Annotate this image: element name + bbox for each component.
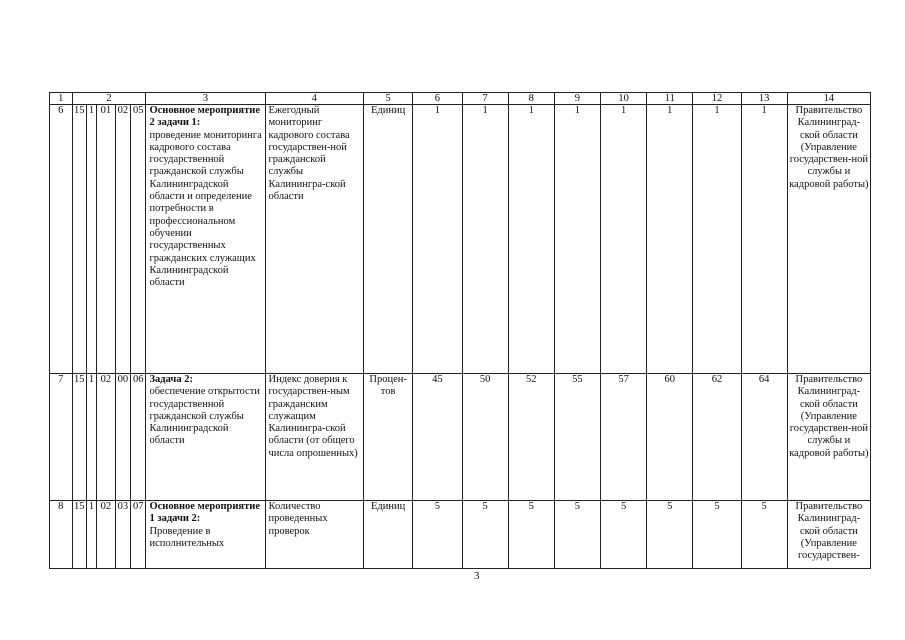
code-cell: 15 — [72, 105, 86, 374]
header-cell: 5 — [364, 93, 413, 105]
value-cell: 5 — [554, 501, 600, 569]
measure-description: обеспечение открытости государственной гражданской службы Калининградской области — [149, 386, 260, 447]
value-cell: 52 — [508, 374, 554, 501]
code-cell: 15 — [72, 501, 86, 569]
measure-name-cell — [146, 374, 265, 501]
header-cell: 11 — [647, 93, 693, 105]
value-cell: 62 — [693, 374, 741, 501]
value-cell: 1 — [601, 105, 647, 374]
unit-cell: Процен-тов — [364, 374, 413, 501]
value-cell: 1 — [693, 105, 741, 374]
measure-title: Основное мероприятие 2 задачи 1: — [149, 105, 260, 129]
indicator-cell: Количество проведенных проверок — [265, 501, 364, 569]
value-cell: 45 — [413, 374, 462, 501]
header-cell: 10 — [601, 93, 647, 105]
value-cell: 57 — [601, 374, 647, 501]
value-cell: 5 — [647, 501, 693, 569]
value-cell: 1 — [554, 105, 600, 374]
value-cell: 5 — [413, 501, 462, 569]
header-cell: 14 — [787, 93, 870, 105]
code-cell: 00 — [115, 374, 130, 501]
header-cell: 1 — [50, 93, 73, 105]
table-row — [50, 105, 871, 374]
responsible-cell: Правительство Калининград-ской области (Управление государствен-ной службы и кадровой работы) — [787, 374, 870, 501]
value-cell: 1 — [413, 105, 462, 374]
value-cell: 64 — [741, 374, 787, 501]
value-cell: 5 — [508, 501, 554, 569]
row-number-cell: 8 — [50, 501, 73, 569]
value-cell: 1 — [508, 105, 554, 374]
value-cell: 5 — [741, 501, 787, 569]
value-cell: 60 — [647, 374, 693, 501]
table-row — [50, 501, 871, 569]
responsible-cell: Правительство Калининград-ской области (Управление государствен-ной службы и кадровой работы) — [787, 105, 870, 374]
code-cell: 02 — [97, 501, 115, 569]
code-cell: 07 — [131, 501, 146, 569]
value-cell: 1 — [741, 105, 787, 374]
header-cell: 2 — [72, 93, 146, 105]
table-row — [50, 374, 871, 501]
measure-title: Основное мероприятие 1 задачи 2: — [149, 501, 260, 525]
indicator-cell: Индекс доверия к государствен-ным гражданским служащим Калинингра-ской области (от общего числа опрошенных) — [265, 374, 364, 501]
responsible-cell: Правительство Калининград-ской области (Управление государствен- — [787, 501, 870, 569]
value-cell: 55 — [554, 374, 600, 501]
header-cell: 12 — [693, 93, 741, 105]
unit-cell: Единиц — [364, 105, 413, 374]
header-cell: 7 — [462, 93, 508, 105]
header-cell: 13 — [741, 93, 787, 105]
code-cell: 02 — [115, 105, 130, 374]
header-cell: 9 — [554, 93, 600, 105]
code-cell: 15 — [72, 374, 86, 501]
header-cell: 8 — [508, 93, 554, 105]
indicator-cell: Ежегодный мониторинг кадрового состава государствен-ной гражданской службы Калинингра-ской области — [265, 105, 364, 374]
unit-cell: Единиц — [364, 501, 413, 569]
value-cell: 50 — [462, 374, 508, 501]
code-cell: 05 — [131, 105, 146, 374]
code-cell: 02 — [97, 374, 115, 501]
code-cell: 01 — [97, 105, 115, 374]
measure-name-cell — [146, 105, 265, 374]
program-indicators-table — [49, 92, 871, 569]
measure-description: проведение мониторинга кадрового состава государственной гражданской службы Калининградской области и определение потребности в профессиональном обучении государственных гражданских служащих Калининградской области — [149, 129, 262, 289]
value-cell: 1 — [647, 105, 693, 374]
measure-name-cell — [146, 501, 265, 569]
row-number-cell: 6 — [50, 105, 73, 374]
value-cell: 5 — [462, 501, 508, 569]
row-number-cell: 7 — [50, 374, 73, 501]
header-cell: 4 — [265, 93, 364, 105]
header-cell: 6 — [413, 93, 462, 105]
column-number-row — [50, 93, 871, 105]
value-cell: 5 — [693, 501, 741, 569]
measure-description: Проведение в исполнительных — [149, 525, 225, 549]
code-cell: 06 — [131, 374, 146, 501]
value-cell: 1 — [462, 105, 508, 374]
header-cell: 3 — [146, 93, 265, 105]
value-cell: 5 — [601, 501, 647, 569]
code-cell: 03 — [115, 501, 130, 569]
measure-title: Задача 2: — [149, 374, 193, 385]
page-number: 3 — [474, 570, 480, 582]
code-cell: 1 — [86, 105, 96, 374]
code-cell: 1 — [86, 501, 96, 569]
code-cell: 1 — [86, 374, 96, 501]
